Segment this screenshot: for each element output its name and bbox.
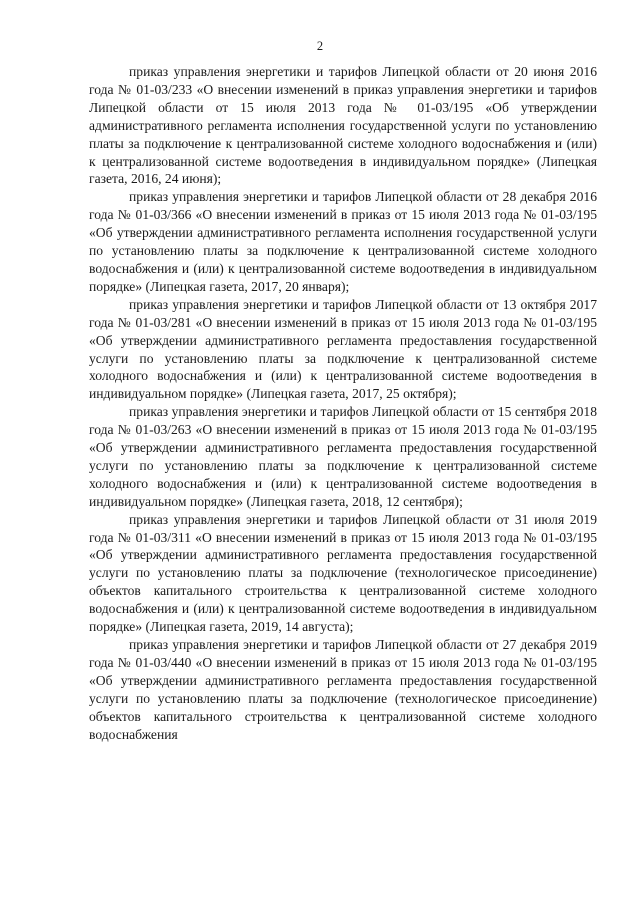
list-item: приказ управления энергетики и тарифов Липецкой области от 20 июня 2016 года № 01-03/233 «О внесении изменений в приказ управления энергетики и тарифов Липецкой области от 15 июля 2013 года № 01-03/195 «Об утверждении административного регламента исполнения государственной услуги по установлению платы за подключение к централизованной системе холодного водоснабжения и (или) к централизованной системе водоотведения в индивидуальном порядке» (Липецкая газета, 2016, 24 июня); <box>89 64 597 187</box>
list-item: приказ управления энергетики и тарифов Липецкой области от 31 июля 2019 года № 01-03/311 «О внесении изменений в приказ от 15 июля 2013 года № 01-03/195 «Об утверждении административного регламента предоставления государственной услуги по установлению платы за подключение (технологическое присоединение) объектов капитального строительства к централизованной системе холодного водоснабжения и (или) к централизованной системе водоотведения в индивидуальном порядке» (Липецкая газета, 2019, 14 августа); <box>89 511 597 635</box>
list-item: приказ управления энергетики и тарифов Липецкой области от 28 декабря 2016 года № 01-03/366 «О внесении изменений в приказ от 15 июля 2013 года № 01-03/195 «Об утверждении административного регламента исполнения государственной услуги по установлению платы за подключение к централизованной системе холодного водоснабжения и (или) к централизованной системе водоотведения в индивидуальном порядке» (Липецкая газета, 2017, 20 января); <box>89 189 597 294</box>
document-body <box>89 63 597 743</box>
list-item: приказ управления энергетики и тарифов Липецкой области от 27 декабря 2019 года № 01-03/440 «О внесении изменений в приказ от 15 июля 2013 года № 01-03/195 «Об утверждении административного регламента предоставления государственной услуги по установлению платы за подключение (технологическое присоединение) объектов капитального строительства к централизованной системе холодного водоснабжения <box>89 637 597 742</box>
list-item: приказ управления энергетики и тарифов Липецкой области от 15 сентября 2018 года № 01-03/263 «О внесении изменений в приказ от 15 июля 2013 года № 01-03/195 «Об утверждении административного регламента предоставления государственной услуги по установлению платы за подключение к централизованной системе холодного водоснабжения и (или) к централизованной системе водоотведения в индивидуальном порядке» (Липецкая газета, 2018, 12 сентября); <box>89 404 597 509</box>
list-item: приказ управления энергетики и тарифов Липецкой области от 13 октября 2017 года № 01-03/281 «О внесении изменений в приказ от 15 июля 2013 года № 01-03/195 «Об утверждении административного регламента предоставления государственной услуги по установлению платы за подключение к централизованной системе холодного водоснабжения и (или) к централизованной системе водоотведения в индивидуальном порядке» (Липецкая газета, 2017, 25 октября); <box>89 296 597 402</box>
page-number: 2 <box>316 39 324 53</box>
